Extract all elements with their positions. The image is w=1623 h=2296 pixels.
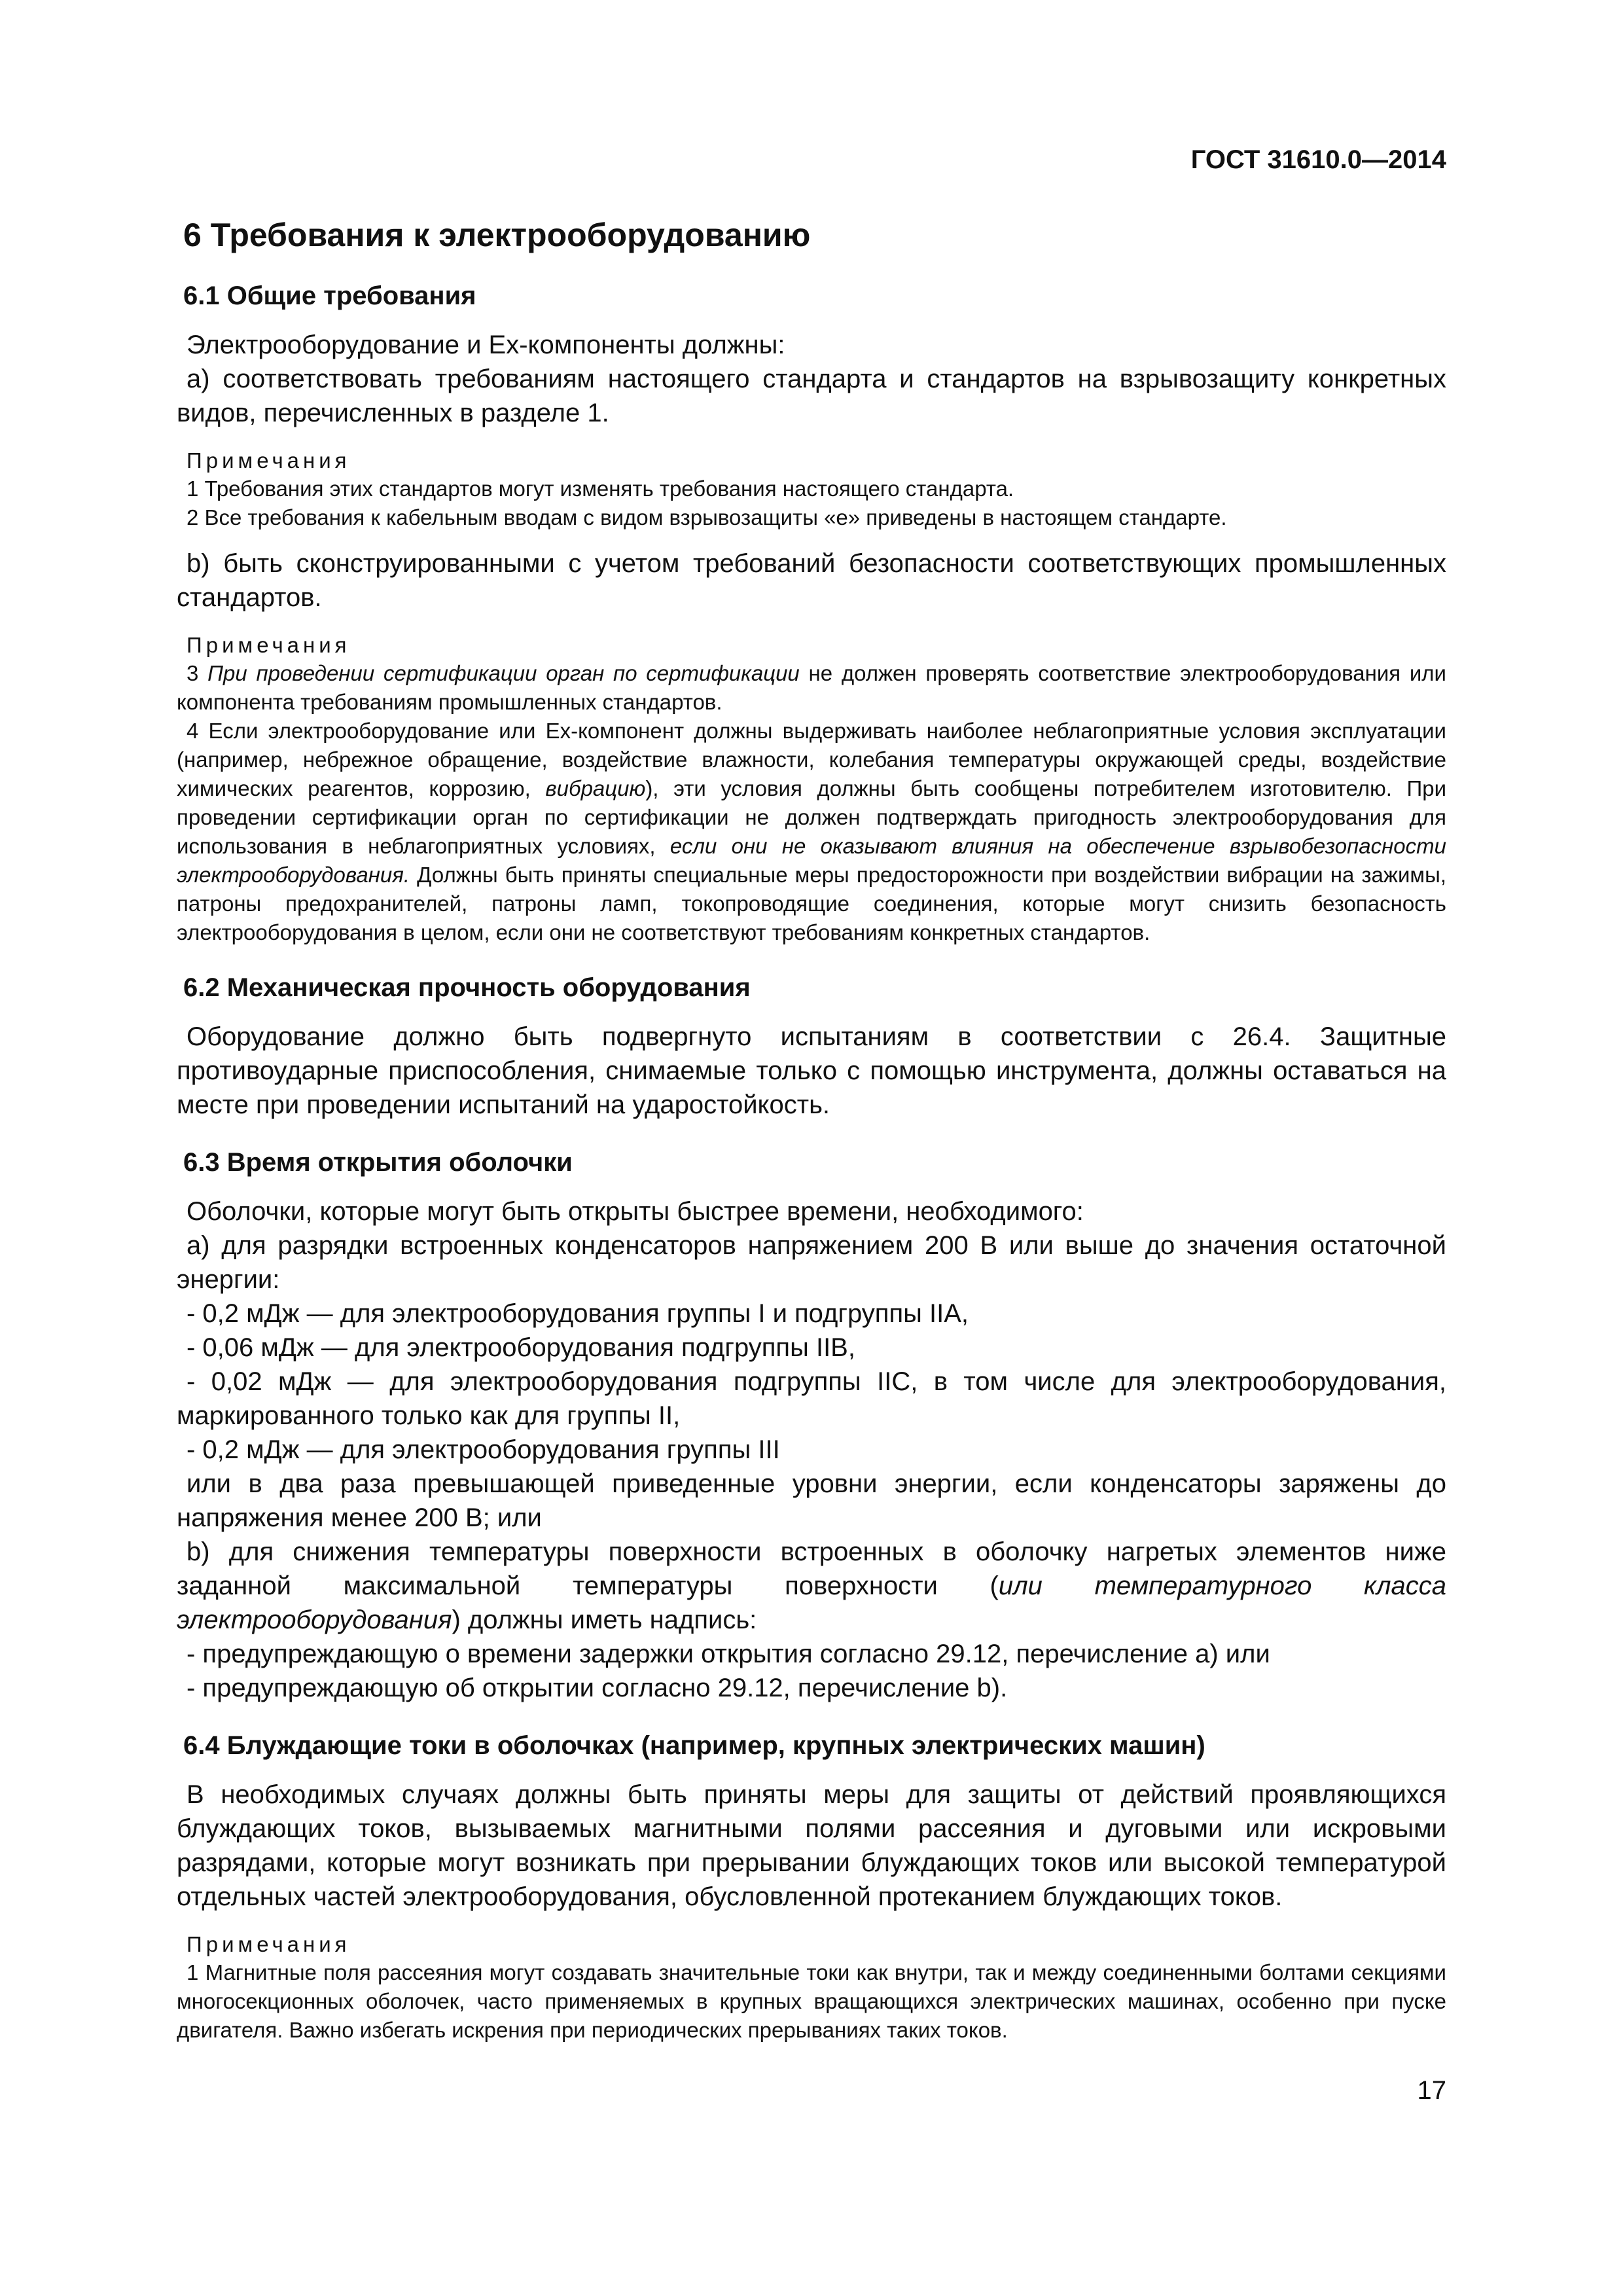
item-b-text-1: b) для снижения температуры поверхности встроенных в оболочку нагретых элементов ниже заданной максимальной температуры поверхности ( xyxy=(177,1537,1446,1600)
note-4-text-b: ), эти условия должны быть сообщены потребителем изготовителю. При проведении сертификации орган по сертификации не должен подтверждать пригодность электрооборудования для использования в неблагоприятных условиях, xyxy=(177,776,1446,858)
subsection-title-6-2: 6.2 Механическая прочность оборудования xyxy=(183,973,751,1002)
note-2: 2 Все требования к кабельным вводам с видом взрывозащиты «е» приведены в настоящем стандарте. xyxy=(187,505,1227,529)
dash-item: - 0,02 мДж — для электрооборудования подгруппы IIC, в том числе для электрооборудования, маркированного только как для группы II, xyxy=(177,1367,1446,1430)
note-4-text-a: 4 Если электрооборудование или Ex-компонент должны выдерживать наиболее неблагоприятные условия эксплуатации (например, небрежное обращение, воздействие влажности, колебания температуры окружающей среды, воздействие химических реагентов, коррозию, xyxy=(177,719,1446,800)
note-4-text-c: Должны быть приняты специальные меры предосторожности при воздействии вибрации на зажимы, патроны предохранителей, патроны ламп, токопроводящие соединения, которые могут снизить безопасность электрооборудования в целом, если они не соответствуют требованиям конкретных стандартов. xyxy=(177,863,1446,944)
note-1: 1 Требования этих стандартов могут изменять требования настоящего стандарта. xyxy=(187,476,1014,501)
subsection-title-6-4: 6.4 Блуждающие токи в оболочках (например, крупных электрических машин) xyxy=(183,1731,1205,1760)
item-b-italic: или температурного класса электрооборудования xyxy=(177,1571,1446,1634)
note-3 xyxy=(177,659,1446,717)
dash-item: - 0,2 мДж — для электрооборудования группы I и подгруппы IIA, xyxy=(187,1299,969,1328)
dash-item: - предупреждающую об открытии согласно 29.12, перечисление b). xyxy=(187,1674,1008,1702)
section-title: 6 Требования к электрооборудованию xyxy=(183,217,811,253)
notes-heading: Примечания xyxy=(187,633,351,657)
dash-item: - 0,2 мДж — для электрооборудования группы III xyxy=(187,1435,780,1464)
notes-heading: Примечания xyxy=(187,448,351,473)
list-item-b: b) быть сконструированными с учетом требований безопасности соответствующих промышленных стандартов. xyxy=(177,549,1446,612)
list-item-b xyxy=(177,1535,1446,1637)
list-item-a: а) для разрядки встроенных конденсаторов напряжением 200 В или выше до значения остаточной энергии: xyxy=(177,1231,1446,1294)
note-4-italic-1: вибрацию xyxy=(545,776,646,800)
note-3-italic: При проведении сертификации орган по сертификации xyxy=(207,661,800,685)
notes-heading: Примечания xyxy=(187,1932,351,1956)
subsection-title-6-3: 6.3 Время открытия оболочки xyxy=(183,1148,573,1177)
note-4-italic-2: если они не оказывают влияния на обеспечение взрывобезопасности электрооборудования. xyxy=(177,834,1446,887)
subsection-title-6-1: 6.1 Общие требования xyxy=(183,281,476,310)
paragraph-or: или в два раза превышающей приведенные уровни энергии, если конденсаторы заряжены до напряжения менее 200 В; или xyxy=(177,1469,1446,1532)
note-3-number: 3 xyxy=(187,661,208,685)
note-3-text: не должен проверять соответствие электрооборудования или компонента требованиям промышленных стандартов. xyxy=(177,661,1446,714)
standard-number: ГОСТ 31610.0—2014 xyxy=(1190,145,1446,174)
dash-item: - предупреждающую о времени задержки открытия согласно 29.12, перечисление а) или xyxy=(187,1640,1270,1668)
paragraph-6-3-intro: Оболочки, которые могут быть открыты быстрее времени, необходимого: xyxy=(187,1197,1084,1226)
paragraph-6-2: Оборудование должно быть подвергнуто испытаниям в соответствии с 26.4. Защитные противоударные приспособления, снимаемые только с помощью инструмента, должны оставаться на месте при проведении испытаний на ударостойкость. xyxy=(177,1022,1446,1119)
item-b-text-2: ) должны иметь надпись: xyxy=(452,1605,757,1634)
page-number: 17 xyxy=(1417,2076,1446,2105)
note-4 xyxy=(177,717,1446,947)
paragraph-6-4: В необходимых случаях должны быть приняты меры для защиты от действий проявляющихся блуждающих токов, вызываемых магнитными полями рассеяния и дуговыми или искровыми разрядами, которые могут возникать при прерывании блуждающих токов или высокой температурой отдельных частей электрооборудования, обусловленной протеканием блуждающих токов. xyxy=(177,1780,1446,1911)
paragraph-intro: Электрооборудование и Ex-компоненты должны: xyxy=(187,331,785,359)
dash-item: - 0,06 мДж — для электрооборудования подгруппы IIB, xyxy=(187,1333,855,1362)
list-item-a: а) соответствовать требованиям настоящего стандарта и стандартов на взрывозащиту конкретных видов, перечисленных в разделе 1. xyxy=(177,365,1446,427)
page-content xyxy=(177,216,1446,2045)
note-1: 1 Магнитные поля рассеяния могут создавать значительные токи как внутри, так и между соединенными болтами секциями многосекционных оболочек, часто применяемых в крупных вращающихся электрических машинах, особенно при пуске двигателя. Важно избегать искрения при периодических прерываниях таких токов. xyxy=(177,1960,1446,2042)
